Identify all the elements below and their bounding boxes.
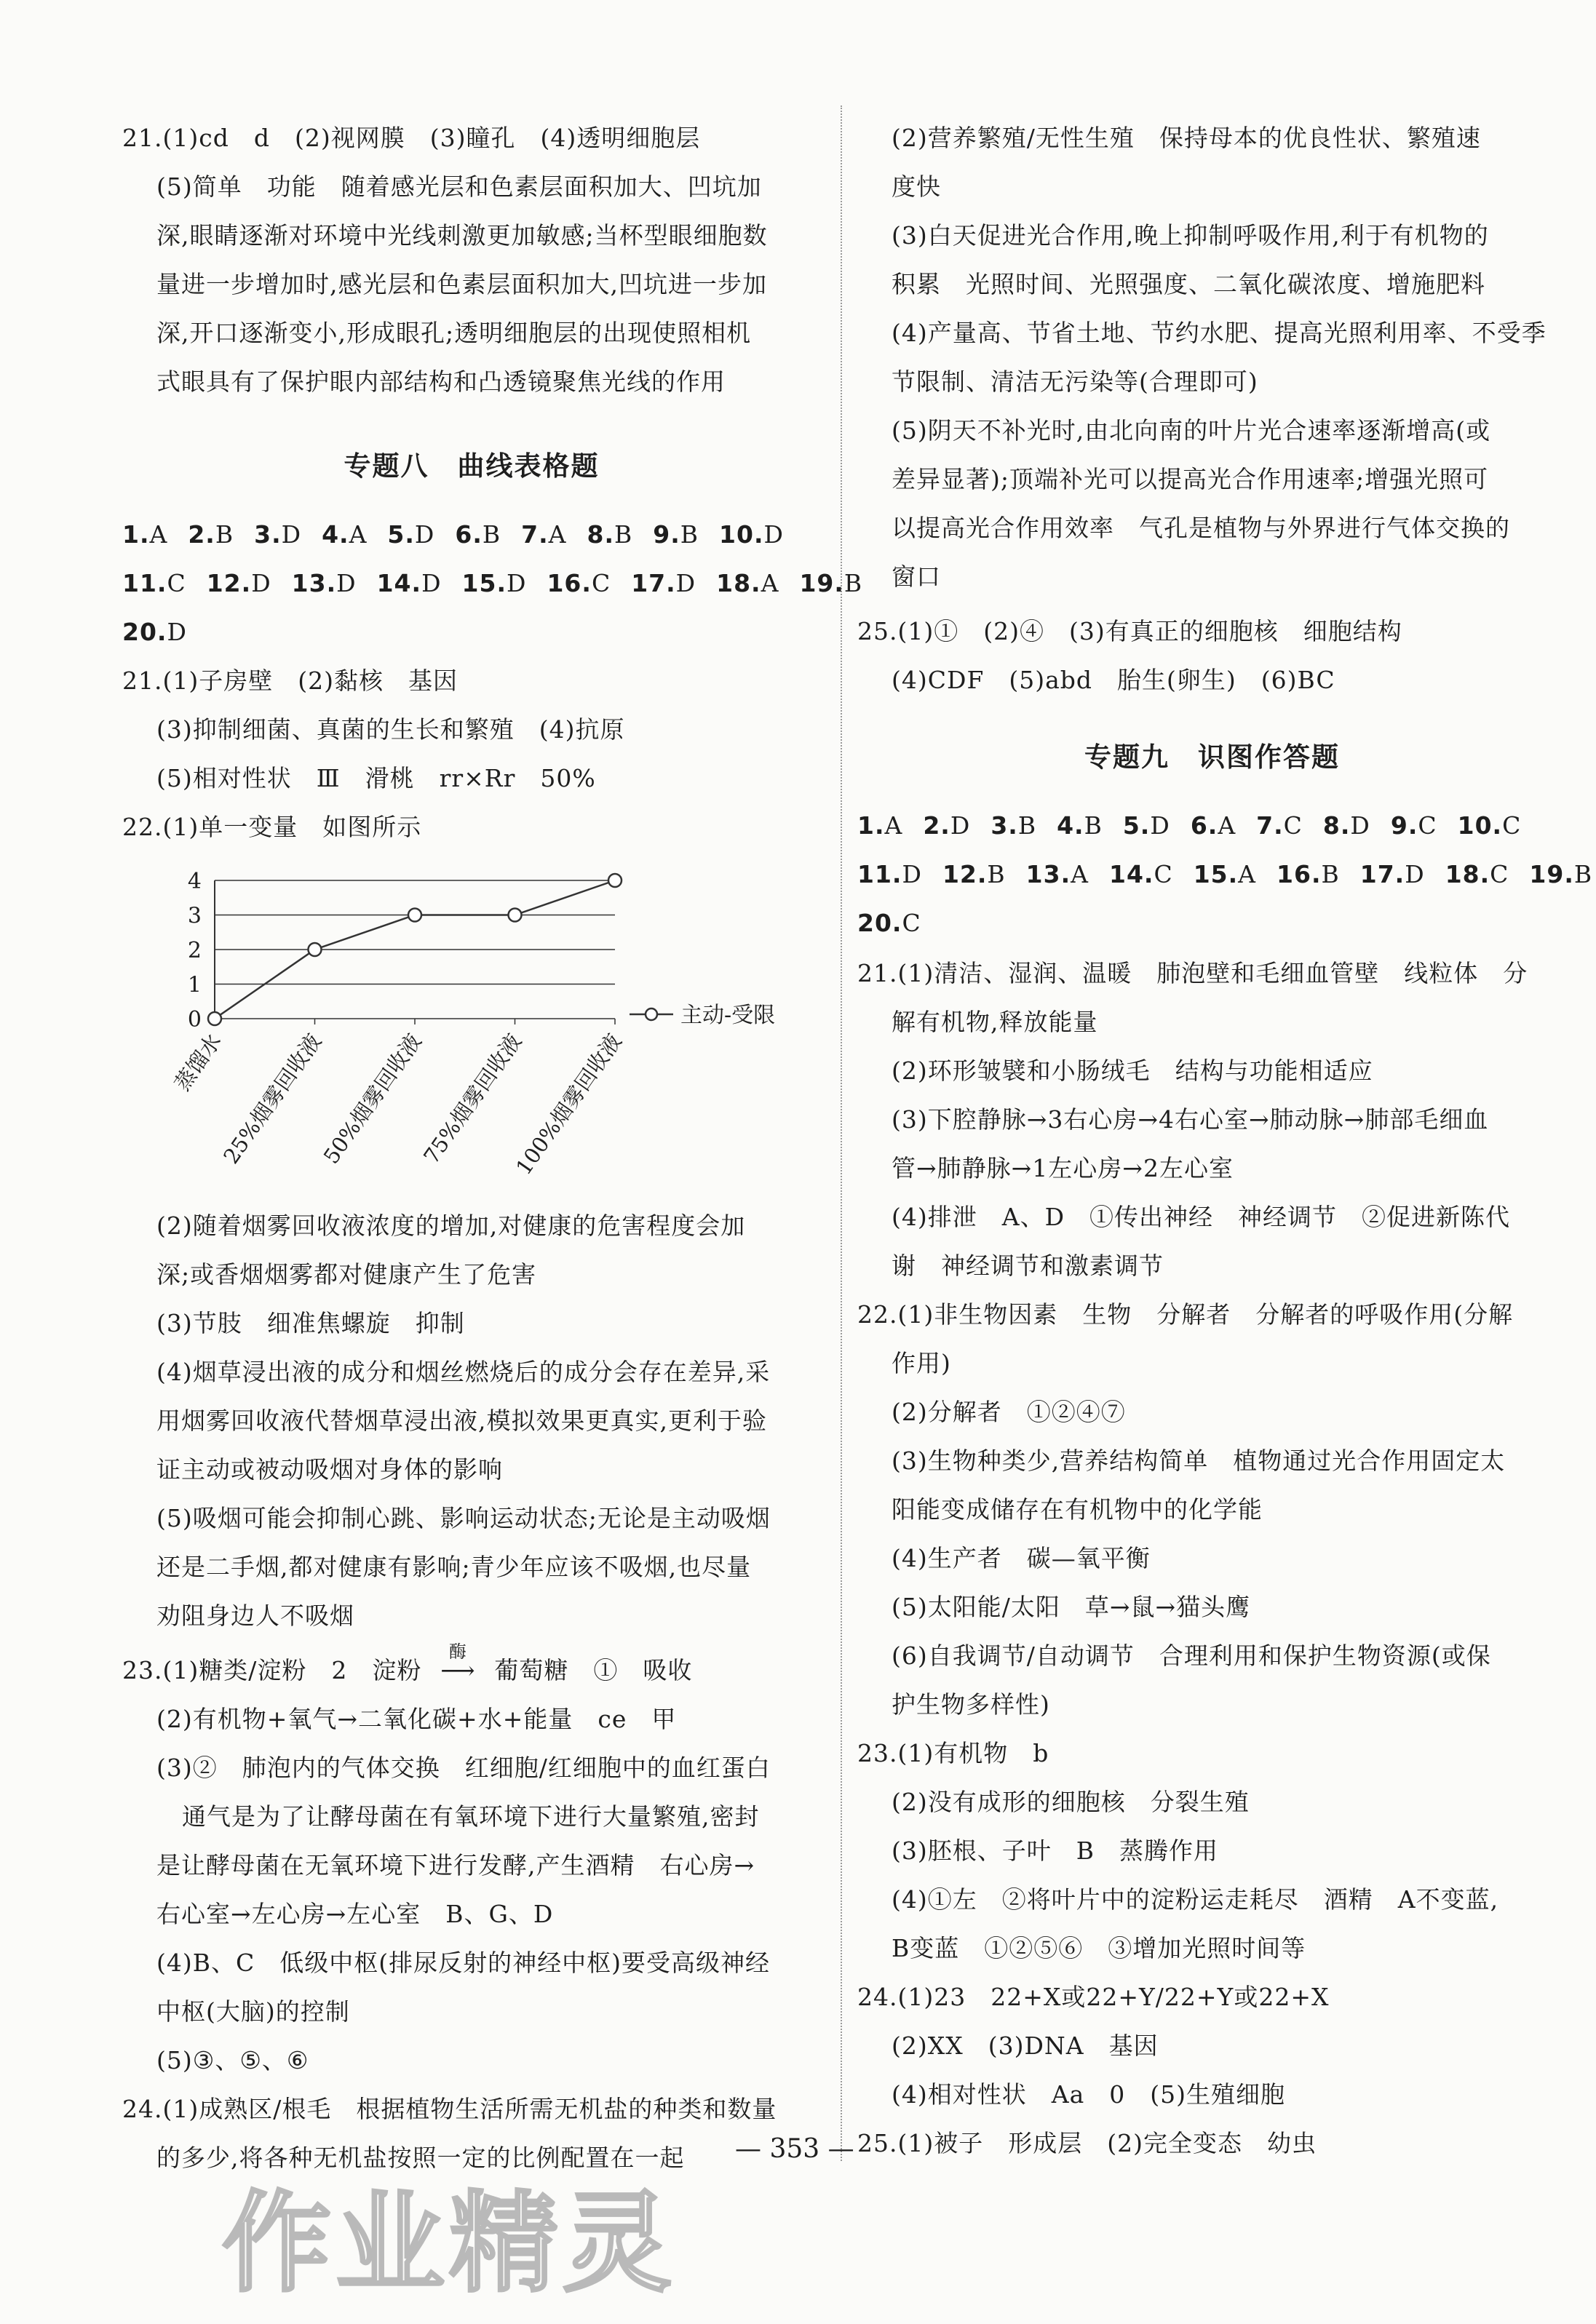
mc-answer: 2.B — [188, 520, 234, 549]
mc-answer: 17.D — [1359, 860, 1425, 888]
r24-line-6: 节限制、清洁无污染等(合理即可) — [892, 367, 1258, 396]
t22-line-3: (2)分解者 ①②④⑦ — [892, 1398, 1126, 1426]
mc-answer: 1.A — [857, 811, 903, 840]
q21-line-4: 量进一步增加时,感光层和色素层面积加大,凹坑进一步加 — [156, 270, 767, 298]
mc-answer: 16.B — [1277, 860, 1340, 888]
t22-line-8: (6)自我调节/自动调节 合理利用和保护生物资源(或保 — [892, 1641, 1491, 1670]
t22-line-6: (4)生产者 碳—氧平衡 — [892, 1544, 1151, 1572]
data-point — [208, 1012, 221, 1025]
mc-answer: 7.C — [1256, 811, 1303, 840]
mc-answer: 10.C — [1457, 811, 1522, 840]
data-point — [509, 909, 522, 922]
mc-answer: 12.B — [942, 860, 1006, 888]
mc-answer: 5.D — [387, 520, 435, 549]
s23-line-1-a: 23.(1)糖类/淀粉 2 淀粉 — [122, 1656, 422, 1684]
s21-line-3: (5)相对性状 Ⅲ 滑桃 rr×Rr 50% — [156, 764, 596, 792]
mc-answers-row-3 — [857, 909, 942, 938]
s23-line-3: (3)② 肺泡内的气体交换 红细胞/红细胞中的血红蛋白 — [156, 1754, 771, 1782]
s22-line-4: (3)节肢 细准焦螺旋 抑制 — [156, 1309, 465, 1337]
q21-line-1: 21.(1)cd d (2)视网膜 (3)瞳孔 (4)透明细胞层 — [122, 124, 701, 152]
s23-line-8: 中枢(大脑)的控制 — [156, 1997, 350, 2026]
mc-answer: 5.D — [1122, 811, 1170, 840]
s23-line-9: (5)③、⑤、⑥ — [156, 2046, 309, 2074]
x-tick-label: 蒸馏水 — [169, 1029, 226, 1096]
mc-answer: 16.C — [547, 569, 611, 597]
page-number: — 353 — — [735, 2134, 854, 2164]
mc-answer: 11.C — [122, 569, 186, 597]
t21-line-4: (3)下腔静脉→3右心房→4右心室→肺动脉→肺部毛细血 — [892, 1105, 1489, 1134]
data-point — [408, 909, 421, 922]
s22-line-1: 22.(1)单一变量 如图所示 — [122, 813, 422, 841]
s23-line-4: 通气是为了让酵母菌在有氧环境下进行大量繁殖,密封 — [182, 1802, 760, 1831]
r24-line-5: (4)产量高、节省土地、节约水肥、提高光照利用率、不受季 — [892, 319, 1547, 347]
t25-line-1: 25.(1)被子 形成层 (2)完全变态 幼虫 — [857, 2129, 1317, 2157]
mc-answer: 20.C — [857, 909, 921, 937]
mc-answers-row-3 — [122, 618, 207, 647]
mc-answer: 7.A — [521, 520, 567, 549]
s21-line-2: (3)抑制细菌、真菌的生长和繁殖 (4)抗原 — [156, 715, 625, 744]
mc-answer: 8.D — [1322, 811, 1370, 840]
mc-answer: 9.B — [653, 520, 699, 549]
mc-answer: 17.D — [631, 569, 696, 597]
t22-line-7: (5)太阳能/太阳 草→鼠→猫头鹰 — [892, 1593, 1251, 1621]
t23-line-4: (4)①左 ②将叶片中的淀粉运走耗尽 酒精 A不变蓝, — [892, 1885, 1499, 1914]
watermark-logo: 作业精灵 — [222, 2181, 677, 2307]
s24-line-1: 24.(1)成熟区/根毛 根据植物生活所需无机盐的种类和数量 — [122, 2095, 777, 2123]
mc-answer: 14.D — [376, 569, 442, 597]
r24-line-1: (2)营养繁殖/无性生殖 保持母本的优良性状、繁殖速 — [892, 124, 1481, 152]
s22-line-3: 深;或香烟烟雾都对健康产生了危害 — [156, 1260, 537, 1289]
q21-line-2: (5)简单 功能 随着感光层和色素层面积加大、凹坑加 — [156, 172, 762, 201]
s22-line-6: 用烟雾回收液代替烟草浸出液,模拟效果更真实,更利于验 — [156, 1406, 767, 1435]
y-tick-label: 1 — [187, 972, 202, 998]
t24-line-3: (4)相对性状 Aa 0 (5)生殖细胞 — [892, 2080, 1285, 2109]
s23-line-2: (2)有机物+氧气→二氧化碳+水+能量 ce 甲 — [156, 1705, 677, 1733]
section-heading-8: 专题八 曲线表格题 — [344, 450, 600, 482]
s22-line-8: (5)吸烟可能会抑制心跳、影响运动状态;无论是主动吸烟 — [156, 1504, 771, 1532]
s22-line-10: 劝阻身边人不吸烟 — [156, 1601, 354, 1630]
x-tick-label: 50%烟雾回收液 — [318, 1029, 426, 1169]
s23-line-5: 是让酵母菌在无氧环境下进行发酵,产生酒精 右心房→ — [156, 1851, 755, 1879]
r24-line-3: (3)白天促进光合作用,晚上抑制呼吸作用,利于有机物的 — [892, 221, 1489, 250]
mc-answer: 12.D — [206, 569, 271, 597]
mc-answer: 13.D — [291, 569, 357, 597]
mc-answer: 13.A — [1025, 860, 1089, 888]
mc-answer: 2.D — [923, 811, 971, 840]
mc-answer: 1.A — [122, 520, 168, 549]
data-point — [608, 874, 622, 887]
mc-answer: 14.C — [1108, 860, 1173, 888]
s22-line-2: (2)随着烟雾回收液浓度的增加,对健康的危害程度会加 — [156, 1211, 746, 1240]
y-tick-label: 0 — [187, 1007, 202, 1032]
r24-line-9: 以提高光合作用效率 气孔是植物与外界进行气体交换的 — [892, 514, 1510, 542]
t21-line-5: 管→肺静脉→1左心房→2左心室 — [892, 1154, 1234, 1182]
x-tick-label: 25%烟雾回收液 — [218, 1029, 327, 1169]
s23-line-6: 右心室→左心房→左心室 B、G、D — [156, 1900, 554, 1928]
t22-line-9: 护生物多样性) — [892, 1690, 1050, 1719]
t21-line-3: (2)环形皱襞和小肠绒毛 结构与功能相适应 — [892, 1056, 1373, 1085]
mc-answers-row-1 — [857, 811, 1541, 840]
x-tick-label: 75%烟雾回收液 — [418, 1029, 527, 1169]
t23-line-5: B变蓝 ①②⑤⑥ ③增加光照时间等 — [892, 1934, 1306, 1962]
t21-line-2: 解有机物,释放能量 — [892, 1008, 1098, 1036]
q21-line-3: 深,眼睛逐渐对环境中光线刺激更加敏感;当杯型眼细胞数 — [156, 221, 768, 250]
r24-line-7: (5)阴天不补光时,由北向南的叶片光合速率逐渐增高(或 — [892, 416, 1491, 445]
data-point — [309, 943, 322, 956]
mc-answer: 20.D — [122, 618, 187, 646]
mc-answer: 6.B — [455, 520, 501, 549]
s22-line-5: (4)烟草浸出液的成分和烟丝燃烧后的成分会存在差异,采 — [156, 1358, 771, 1386]
t21-line-1: 21.(1)清洁、湿润、温暖 肺泡壁和毛细血管壁 线粒体 分 — [857, 959, 1528, 987]
mc-answer: 9.C — [1390, 811, 1437, 840]
mc-answer: 8.B — [587, 520, 633, 549]
s24-line-2: 的多少,将各种无机盐按照一定的比例配置在一起 — [156, 2144, 685, 2172]
line-chart — [156, 866, 811, 1208]
section-heading-9: 专题九 识图作答题 — [1084, 741, 1340, 773]
s23-line-7: (4)B、C 低级中枢(排尿反射的神经中枢)要受高级神经 — [156, 1949, 770, 1977]
mc-answer: 10.D — [719, 520, 784, 549]
s23-line-1 — [122, 1641, 693, 1685]
q21-line-5: 深,开口逐渐变小,形成眼孔;透明细胞层的出现使照相机 — [156, 319, 752, 347]
t22-line-4: (3)生物种类少,营养结构简单 植物通过光合作用固定太 — [892, 1446, 1506, 1475]
r25-line-1: 25.(1)① (2)④ (3)有真正的细胞核 细胞结构 — [857, 617, 1402, 645]
mc-answer: 18.A — [716, 569, 779, 597]
legend-marker — [646, 1008, 657, 1020]
enzyme-label: 酶 — [448, 1641, 467, 1662]
t22-line-2: 作用) — [892, 1349, 951, 1377]
mc-answer: 19.B — [799, 569, 863, 597]
t21-line-6: (4)排泄 A、D ①传出神经 神经调节 ②促进新陈代 — [892, 1203, 1511, 1231]
column-divider — [841, 106, 842, 2161]
mc-answer: 11.D — [857, 860, 922, 888]
s22-line-9: 还是二手烟,都对健康有影响;青少年应该不吸烟,也尽量 — [156, 1553, 752, 1581]
t23-line-3: (3)胚根、子叶 B 蒸腾作用 — [892, 1836, 1218, 1865]
r25-line-2: (4)CDF (5)abd 胎生(卵生) (6)BC — [892, 666, 1335, 694]
mc-answer: 6.A — [1190, 811, 1236, 840]
mc-answers-row-1 — [122, 520, 804, 549]
t24-line-1: 24.(1)23 22+X或22+Y/22+Y或22+X — [857, 1983, 1330, 2011]
mc-answer: 4.B — [1057, 811, 1103, 840]
r24-line-8: 差异显著);顶端补光可以提高光合作用速率;增强光照可 — [892, 465, 1489, 493]
s22-line-7: 证主动或被动吸烟对身体的影响 — [156, 1455, 503, 1484]
t22-line-1: 22.(1)非生物因素 生物 分解者 分解者的呼吸作用(分解 — [857, 1300, 1514, 1329]
t21-line-7: 谢 神经调节和激素调节 — [892, 1251, 1164, 1280]
y-tick-label: 4 — [187, 869, 202, 894]
mc-answer: 4.A — [322, 520, 368, 549]
mc-answers-row-2 — [857, 860, 1596, 889]
t22-line-5: 阳能变成储存在有机物中的化学能 — [892, 1495, 1263, 1524]
y-tick-label: 3 — [187, 903, 202, 929]
mc-answer: 3.D — [254, 520, 302, 549]
mc-answer: 15.D — [461, 569, 527, 597]
enzyme-arrow: 酶 ⟶ — [421, 1656, 494, 1685]
r24-line-2: 度快 — [892, 172, 941, 201]
t23-line-2: (2)没有成形的细胞核 分裂生殖 — [892, 1788, 1250, 1816]
s21-line-1: 21.(1)子房壁 (2)黏核 基因 — [122, 666, 458, 695]
legend-label: 主动-受限 — [680, 1003, 776, 1028]
r24-line-4: 积累 光照时间、光照强度、二氧化碳浓度、增施肥料 — [892, 270, 1485, 298]
y-tick-label: 2 — [187, 938, 202, 963]
mc-answer: 18.C — [1445, 860, 1509, 888]
mc-answer: 3.B — [990, 811, 1037, 840]
t24-line-2: (2)XX (3)DNA 基因 — [892, 2031, 1159, 2060]
r24-line-10: 窗口 — [892, 562, 941, 591]
mc-answer: 19.B — [1529, 860, 1593, 888]
q21-line-6: 式眼具有了保护眼内部结构和凸透镜聚焦光线的作用 — [156, 367, 726, 396]
x-tick-label: 100%烟雾回收液 — [511, 1029, 627, 1179]
mc-answers-row-2 — [122, 569, 883, 598]
mc-answer: 15.A — [1193, 860, 1257, 888]
t23-line-1: 23.(1)有机物 b — [857, 1739, 1049, 1767]
s23-line-1-b: 葡萄糖 ① 吸收 — [494, 1656, 693, 1684]
